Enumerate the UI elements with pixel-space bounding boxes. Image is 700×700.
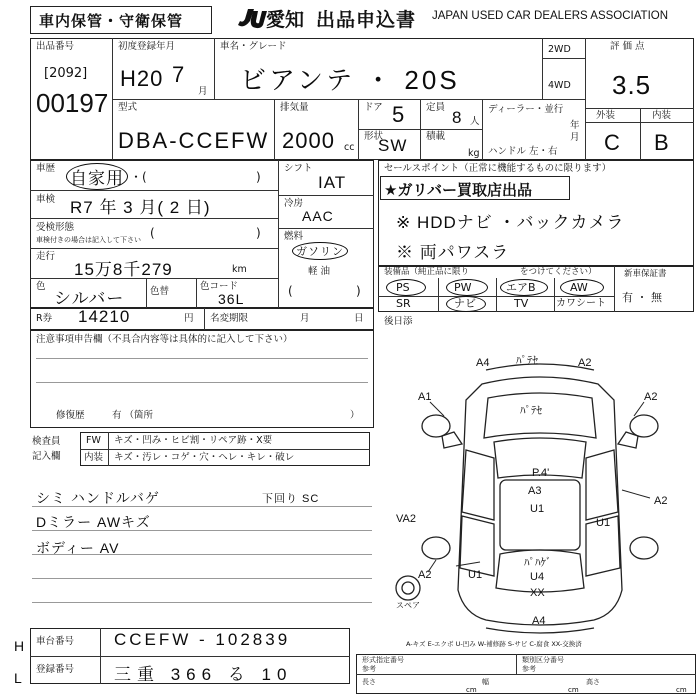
- mark-rear-u1: U1: [468, 569, 483, 581]
- spec-width-unit: cm: [568, 686, 579, 694]
- spec-length: 長さ: [362, 678, 376, 686]
- cc-unit: cc: [344, 142, 355, 153]
- left-h: H: [14, 638, 26, 654]
- exterior-grade: C: [604, 130, 621, 155]
- class-ref: 参考: [522, 665, 536, 673]
- logo-text: 愛知: [266, 9, 305, 31]
- spec-height-unit: cm: [676, 686, 687, 694]
- mark-top-a2: A2: [578, 357, 592, 369]
- mark-p4: P.4': [532, 467, 550, 479]
- inspection-value: R7 年 3 月( 2 日): [70, 198, 211, 217]
- deadline-month: 月: [300, 313, 310, 324]
- shape-value: SW: [378, 136, 408, 155]
- grade-label: 評価点: [610, 41, 648, 52]
- car-name-label: 車名・グレード: [220, 41, 287, 52]
- lot-bracket-number: [2092]: [44, 66, 88, 81]
- mark-hood-patch: ﾊﾟﾃｾ: [520, 405, 542, 417]
- history-label: 車歴: [36, 163, 56, 174]
- type-label: 形式指定番号: [362, 656, 404, 664]
- inspector-label-1: 検査員: [32, 436, 61, 447]
- aircon-label: 冷房: [284, 198, 304, 209]
- reg-label: 登録番号: [36, 664, 75, 675]
- equip-pw: PW: [454, 281, 472, 294]
- equip-ps: PS: [396, 281, 410, 294]
- doors-label: ドア: [364, 102, 383, 113]
- shift-label: シフト: [284, 163, 313, 174]
- spec-height: 高さ: [586, 678, 600, 686]
- recycle-value: 14210: [78, 307, 131, 326]
- dealer-month: 月: [570, 132, 580, 143]
- equip-sr: SR: [396, 297, 411, 310]
- shape-label: 形状: [364, 131, 384, 142]
- inspector-note-1: シミ ハンドルバゲ: [36, 490, 160, 506]
- history-paren: ・(: [130, 170, 147, 184]
- mark-rear-u4: U4: [530, 571, 545, 583]
- class-label: 類別区分番号: [522, 656, 564, 664]
- car-diagram: [382, 340, 698, 636]
- mark-a2-right: A2: [644, 391, 658, 403]
- repair-close: ）: [350, 410, 360, 421]
- acceptance-sub: 車検付きの場合は記入して下さい: [36, 236, 141, 244]
- after-label: 後日添: [384, 316, 413, 327]
- lot-number: 00197: [36, 88, 109, 118]
- mark-top-a4: A4: [476, 357, 490, 369]
- inspector-row1: キズ・凹み・ヒビ割・リペア跡・X要: [114, 435, 273, 446]
- acceptance-paren: (: [150, 226, 155, 240]
- handle-label: ハンドル 左・右: [488, 146, 558, 157]
- equip-aw: AW: [570, 281, 588, 294]
- acceptance-close: ): [256, 226, 261, 240]
- spec-width: 幅: [482, 678, 489, 686]
- doors-value: 5: [392, 102, 406, 127]
- registration-month: 7: [172, 62, 186, 87]
- recycle-label: R券: [36, 313, 53, 324]
- dealer-year: 年: [570, 120, 580, 131]
- selling-point-2: ※ 両パワスラ: [396, 243, 510, 262]
- inspector-row1-head: FW: [86, 435, 101, 446]
- repair-value: 有 （箇所: [112, 410, 154, 421]
- grade-score: 3.5: [612, 70, 652, 100]
- color-change-label: 色替: [150, 286, 170, 297]
- history-close: ): [256, 170, 261, 184]
- aircon-value: AAC: [302, 208, 334, 224]
- inspector-label-2: 記入欄: [32, 451, 61, 462]
- registration-month-unit: 月: [198, 86, 208, 97]
- new-warranty-label: 新車保証書: [624, 269, 667, 279]
- equipment-label: 装備品（純正品に限り: [384, 267, 470, 277]
- mark-u1-right: U1: [596, 517, 611, 529]
- color-label: 色: [36, 281, 46, 292]
- color-code-value: 36L: [218, 291, 245, 307]
- drive-2wd: 2WD: [548, 44, 571, 55]
- registration-year: H20: [120, 66, 164, 91]
- left-l: L: [14, 670, 23, 686]
- model-value: DBA-CCEFW: [118, 128, 270, 153]
- load-unit: kg: [468, 148, 480, 159]
- mileage-value: 15万8千279: [74, 260, 173, 279]
- fuel-paren: (: [288, 284, 293, 298]
- spec-length-unit: cm: [466, 686, 477, 694]
- equip-airbag: エアB: [506, 281, 536, 294]
- displacement-value: 2000: [282, 128, 335, 153]
- deadline-day: 日: [354, 313, 364, 324]
- mark-a2-right-mid: A2: [654, 495, 668, 507]
- inspector-row2-head: 内装: [84, 452, 104, 463]
- storage-text: 車内保管・守衛保管: [39, 12, 184, 30]
- equip-navi: ナビ: [454, 297, 476, 310]
- fuel-gasoline: ガソリン: [292, 242, 348, 260]
- history-value: 自家用: [66, 163, 128, 190]
- mark-a1-left: A1: [418, 391, 432, 403]
- selling-points-banner: ★ガリバー買取店出品: [384, 181, 532, 199]
- load-label: 積載: [426, 131, 446, 142]
- fuel-label: 燃料: [284, 231, 304, 242]
- capacity-label: 定員: [426, 102, 446, 113]
- diagram-legend: A-キズ E-エクボ U-凹み W-補修跡 S-サビ C-腐食 XX-交換済: [406, 640, 582, 648]
- exterior-label: 外装: [596, 110, 616, 121]
- mark-a3: A3: [528, 485, 542, 497]
- inspector-note-2: Dミラー AWキズ: [36, 514, 151, 530]
- ju-logo: [236, 5, 268, 31]
- capacity-value: 8: [452, 108, 463, 127]
- color-value: シルバー: [54, 289, 125, 308]
- chassis-label: 車台番号: [36, 636, 75, 647]
- mark-rear-a2-left: A2: [418, 569, 432, 581]
- mileage-unit: km: [232, 264, 247, 275]
- drive-4wd: 4WD: [548, 80, 571, 91]
- registration-label: 初度登録年月: [118, 41, 176, 52]
- displacement-label: 排気量: [280, 102, 309, 113]
- mileage-label: 走行: [36, 251, 56, 262]
- inspector-note-3: ボディー AV: [36, 540, 120, 556]
- equipment-label-2: をつけてください）: [520, 267, 597, 277]
- storage-box: [30, 6, 212, 34]
- shift-value: IAT: [318, 173, 347, 192]
- lot-label: 出品番号: [36, 41, 75, 52]
- mark-u1-center: U1: [530, 503, 545, 515]
- form-title: 出品申込書: [316, 9, 417, 31]
- reg-value: 三重 366 る 10: [114, 665, 293, 684]
- notes-label: 注意事項申告欄（不具合内容等は具体的に記入して下さい）: [36, 334, 293, 345]
- repair-label: 修復歴: [56, 410, 85, 421]
- interior-label: 内装: [652, 110, 672, 121]
- color-code-label: 色コード: [200, 281, 239, 292]
- model-label: 型式: [118, 102, 138, 113]
- fuel-diesel: 軽 油: [308, 266, 331, 277]
- interior-grade: B: [654, 130, 670, 155]
- new-warranty-yes-no: 有 ・ 無: [622, 291, 662, 304]
- type-ref: 参考: [362, 665, 376, 673]
- equip-leather: カワシート: [556, 298, 606, 309]
- fuel-close: ): [356, 284, 361, 298]
- chassis-value: CCEFW - 102839: [114, 630, 291, 649]
- mark-top-patch: ﾊﾟﾃｾ: [516, 355, 538, 367]
- equip-tv: TV: [514, 297, 529, 310]
- selling-point-1: ※ HDDナビ ・バックカメラ: [396, 213, 625, 232]
- capacity-unit: 人: [470, 116, 480, 127]
- deadline-label: 名変期限: [210, 313, 249, 324]
- mark-rear-xx: XX: [530, 587, 545, 599]
- recycle-yen: 円: [184, 313, 194, 324]
- mark-rear-patch: ﾊﾟﾊｹﾞ: [524, 557, 552, 569]
- spare-label: スペア: [396, 601, 420, 610]
- inspector-note-1b: 下回り SC: [262, 493, 320, 505]
- mark-va2: VA2: [396, 513, 416, 525]
- association-name: JAPAN USED CAR DEALERS ASSOCIATION: [432, 10, 669, 22]
- inspection-label: 車検: [36, 194, 56, 205]
- car-name-value: ビアンテ ・ 20S: [240, 65, 460, 95]
- acceptance-label: 受検形態: [36, 222, 75, 233]
- selling-points-label: セールスポイント（正常に機能するものに限ります）: [384, 163, 612, 174]
- mark-bottom-a4: A4: [532, 615, 546, 627]
- dealer-label: ディーラー・並行: [488, 104, 564, 115]
- inspector-row2: キズ・汚レ・コゲ・穴・ヘレ・キレ・破レ: [114, 452, 295, 463]
